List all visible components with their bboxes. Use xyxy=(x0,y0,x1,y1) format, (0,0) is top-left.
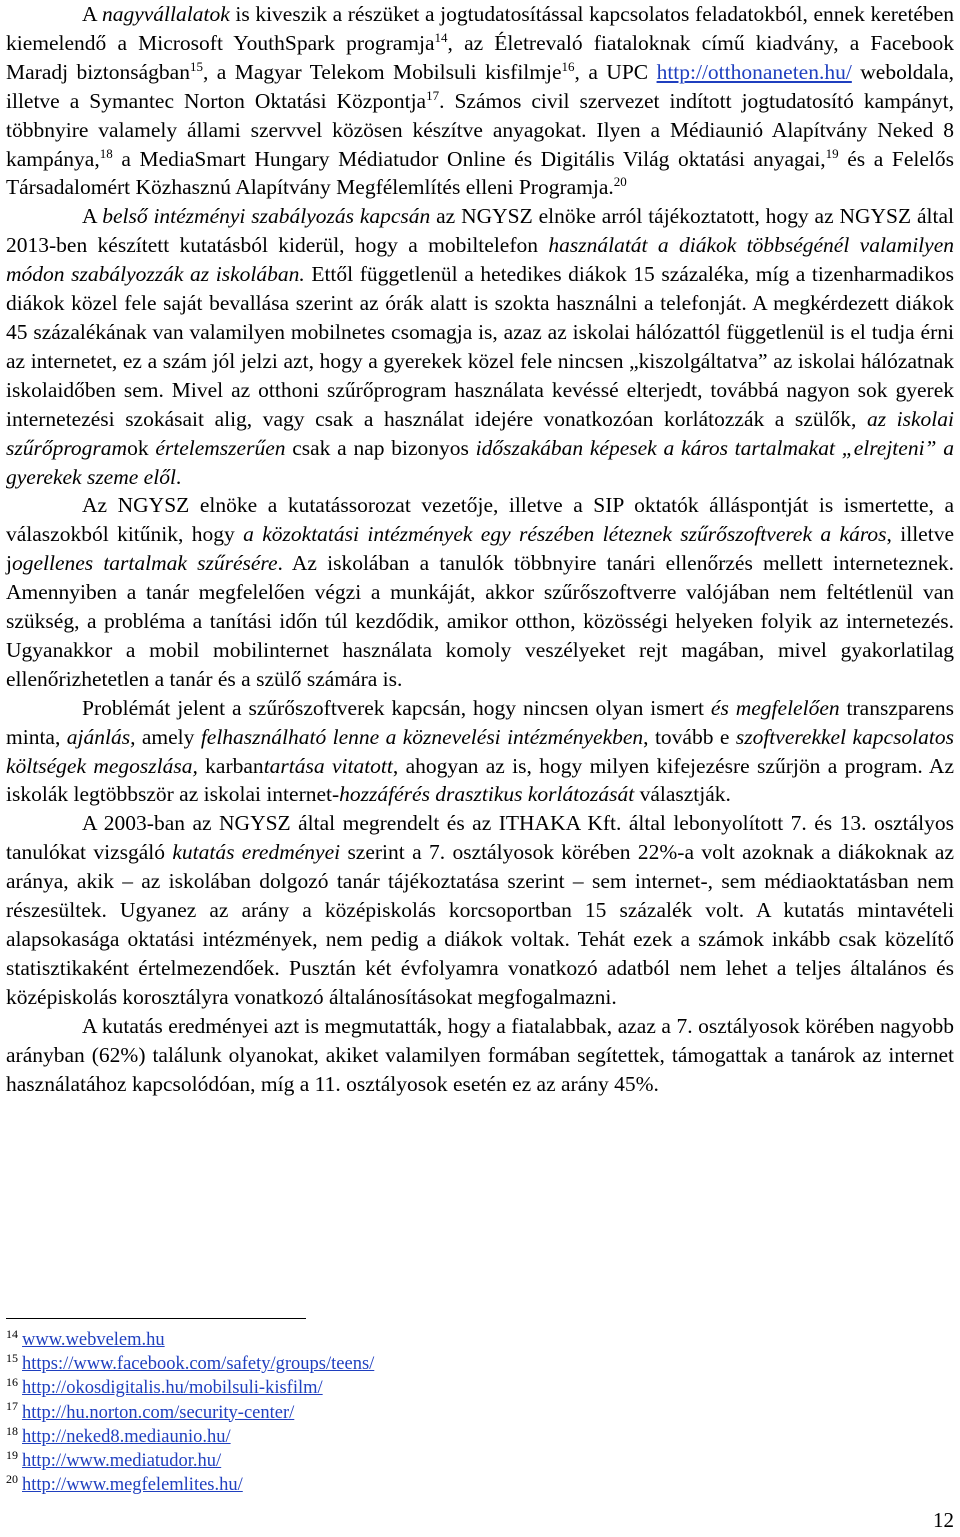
footnote-link[interactable]: http://www.mediatudor.hu/ xyxy=(22,1451,222,1472)
text-run: . Az iskolában a tanulók többnyire tanári ellenőrzés mellett interneteznek. Amennyiben a tanár megfelelően végzi a munkáját, akkor szűrőszoftverre valójában nem feltétlenül van szükség, a probléma a tanítási időn túl kezdődik, amikor otthon, közösségi helyeken folyik az internetezés. Ugyanakkor a mobil mobilinternet használata komoly veszélyeket rejt magában, mivel gyakorlatilag ellenőrizhetetlen a tanár és a szülő számára is. xyxy=(6,551,955,691)
italic-text: tartása vitatott xyxy=(263,753,393,778)
footnote-item xyxy=(6,1449,374,1473)
footnote-number: 14 xyxy=(6,1326,18,1341)
paragraph xyxy=(6,809,954,1011)
footnotes xyxy=(6,1328,374,1497)
footnote-ref: 20 xyxy=(613,174,627,190)
paragraph xyxy=(6,1012,954,1099)
text-run: , az Életrevaló fiataloknak című kiadvány, a Facebook Maradj biztonságban xyxy=(6,30,954,84)
text-run: A xyxy=(82,2,102,26)
text-run: , a Magyar Telekom Mobilsuli kisfilmje xyxy=(202,59,562,84)
inline-link[interactable]: http://otthonaneten.hu/ xyxy=(656,59,852,84)
italic-text: ajánlás, xyxy=(66,724,136,749)
footnote-number: 18 xyxy=(6,1423,18,1438)
footnote-separator xyxy=(6,1318,306,1319)
footnote-ref: 19 xyxy=(825,145,839,161)
footnote-ref: 14 xyxy=(434,29,448,45)
italic-text: ogellenes tartalmak szűrésére xyxy=(11,551,278,576)
text-run: a MediaSmart Hungary Médiatudor Online és Digitális Világ oktatási anyagai, xyxy=(112,146,826,171)
text-run: , ahogyan az is, hogy milyen kifejezésre szűrjön a program. Az iskolák legtöbbször az iskolai internet- xyxy=(6,753,955,807)
italic-text: belső intézményi szabályozás kapcsán xyxy=(102,204,431,229)
italic-text: időszakában képesek a káros tartalmakat „elrejteni” a gyerekek szeme elől xyxy=(6,435,955,489)
italic-text: szoftverekkel kapcsolatos költségek megoszlása, xyxy=(6,724,954,778)
text-run: weboldala, illetve a Symantec Norton Oktatási Központja xyxy=(6,59,954,113)
text-run: transzparens minta, xyxy=(6,695,954,749)
italic-text: az iskolai szűrőprogram xyxy=(6,406,954,460)
italic-text: hozzáférés drasztikus korlátozását xyxy=(339,782,635,807)
footnote-ref: 18 xyxy=(99,145,113,161)
text-run: , illetve j xyxy=(6,522,954,576)
footnote-ref: 16 xyxy=(561,58,575,74)
body-text xyxy=(6,0,954,1098)
text-run: választják. xyxy=(634,782,731,807)
footnote-number: 16 xyxy=(6,1375,18,1390)
text-run: , tovább e xyxy=(643,724,736,749)
text-run: Problémát jelent a szűrőszoftverek kapcsán, hogy nincsen olyan ismert xyxy=(82,695,711,720)
text-run: ok xyxy=(127,435,156,460)
footnote-item xyxy=(6,1328,374,1352)
footnote-item xyxy=(6,1352,374,1376)
footnote-link[interactable]: http://www.megfelemlites.hu/ xyxy=(22,1475,243,1496)
footnote-link[interactable]: www.webvelem.hu xyxy=(22,1330,165,1350)
footnote-ref: 17 xyxy=(426,87,440,103)
text-run: amely xyxy=(135,724,201,749)
italic-text: felhasználható lenne a köznevelési intézményekben xyxy=(200,724,644,749)
footnote-link[interactable]: https://www.facebook.com/safety/groups/teens/ xyxy=(22,1354,375,1375)
footnote-link[interactable]: http://hu.norton.com/security-center/ xyxy=(22,1402,295,1423)
paragraph xyxy=(6,491,954,693)
paragraph xyxy=(6,202,954,491)
paragraph xyxy=(6,694,954,810)
footnote-link[interactable]: http://neked8.mediaunio.hu/ xyxy=(22,1426,231,1447)
text-run: Ettől függetlenül a hetedikes diákok 15 százaléka, míg a tizenharmadikos diákok közel fele saját bevallása szerint az órák alatt is szokta használni a telefonját. A megkérdezett diákok 45 százalékának van valamilyen mobilnetes csomagja is, azaz az iskolai hálózattól függetlenül is el tudja érni az internetet, ez a szám jól jelzi azt, hogy a gyerekek közel fele nincsen „kiszolgáltatva” az iskolai hálózatnak iskolaidőben sem. Mivel az otthoni szűrőprogram használata kevéssé elterjedt, továbbá nagyon sok gyerek internetezési szokásait alig, vagy csak a használat idejére vonatkozóan korlátozzák a szülők, xyxy=(6,262,954,431)
italic-text: értelemszerűen xyxy=(155,435,286,460)
footnote-item xyxy=(6,1473,374,1497)
italic-text: a közoktatási intézmények egy részében léteznek szűrőszoftverek a káros xyxy=(243,522,887,547)
italic-text: használatát a diákok többségénél valamilyen módon szabályozzák az iskolában. xyxy=(6,233,954,287)
text-run: A 2003-ban az NGYSZ által megrendelt és az ITHAKA Kft. által lebonyolított 7. és 13. osztályos tanulókat vizsgáló xyxy=(6,811,954,865)
italic-text: nagyvállalatok xyxy=(101,2,230,26)
document-page xyxy=(6,0,954,1098)
text-run: A xyxy=(82,204,103,229)
footnote-number: 15 xyxy=(6,1351,18,1366)
text-run: . xyxy=(175,464,182,489)
text-run: karban xyxy=(197,753,264,778)
text-run: , a UPC xyxy=(574,59,657,84)
text-run: is kiveszik a részüket a jogtudatosítással kapcsolatos feladatokból, ennek keretében kiemelendő a Microsoft YouthSpark programja xyxy=(6,2,954,55)
text-run: szerint a 7. osztályosok körében 22%-a volt azoknak a diákoknak az aránya, akik – az iskolában dolgozó tanár tájékoztatása szerint – sem internet-, sem médiaoktatásban nem részesültek. Ugyanez az arány a középiskolás korcsoportban 15 százalék volt. A kutatás mintavételi alapsokasága oktatási intézmények, nem pedig a diákok voltak. Tehát ezek a számok inkább csak közelítő statisztikaként értelmezendőek. Pusztán két évfolyamra vonatkozó adatból nem lehet a teljes általános és középiskolás korosztályra vonatkozó általánosításokat megfogalmazni. xyxy=(6,840,954,1009)
page-number: 12 xyxy=(933,1508,954,1532)
italic-text: kutatás eredményei xyxy=(172,840,341,865)
footnote-link[interactable]: http://okosdigitalis.hu/mobilsuli-kisfilm/ xyxy=(22,1378,323,1399)
text-run: az NGYSZ elnöke arról tájékoztatott, hogy az NGYSZ által 2013-ben készített kutatásból kiderül, hogy a mobiltelefon xyxy=(6,204,954,258)
footnote-item xyxy=(6,1425,374,1449)
text-run: . Számos civil szervezet indított jogtudatosító kampányt, többnyire valamely állami szervvel közösen készítve anyagokat. Ilyen a Médiaunió Alapítvány Neked 8 kampánya, xyxy=(6,88,954,171)
footnote-item xyxy=(6,1376,374,1400)
italic-text: és megfelelően xyxy=(710,695,840,720)
footnote-item xyxy=(6,1401,374,1425)
text-run: és a Felelős Társadalomért Közhasznú Alapítvány Megfélemlítés elleni Programja. xyxy=(6,146,955,200)
footnote-ref: 15 xyxy=(189,58,203,74)
text-run: A kutatás eredményei azt is megmutatták, hogy a fiatalabbak, azaz a 7. osztályosok körében nagyobb arányban (62%) találunk olyanokat, akiket valamilyen formában segítettek, támogattak a tanárok az internet használatához kapcsolódóan, míg a 11. osztályosok esetén ez az arány 45%. xyxy=(6,1013,954,1096)
text-run: Az NGYSZ elnöke a kutatássorozat vezetője, illetve a SIP oktatók álláspontját is ismertette, a válaszokból kitűnik, hogy xyxy=(6,493,954,547)
footnote-number: 19 xyxy=(6,1447,18,1462)
paragraph xyxy=(6,0,954,202)
footnote-number: 20 xyxy=(6,1472,18,1487)
footnote-number: 17 xyxy=(6,1399,18,1414)
text-run: csak a nap bizonyos xyxy=(285,435,476,460)
